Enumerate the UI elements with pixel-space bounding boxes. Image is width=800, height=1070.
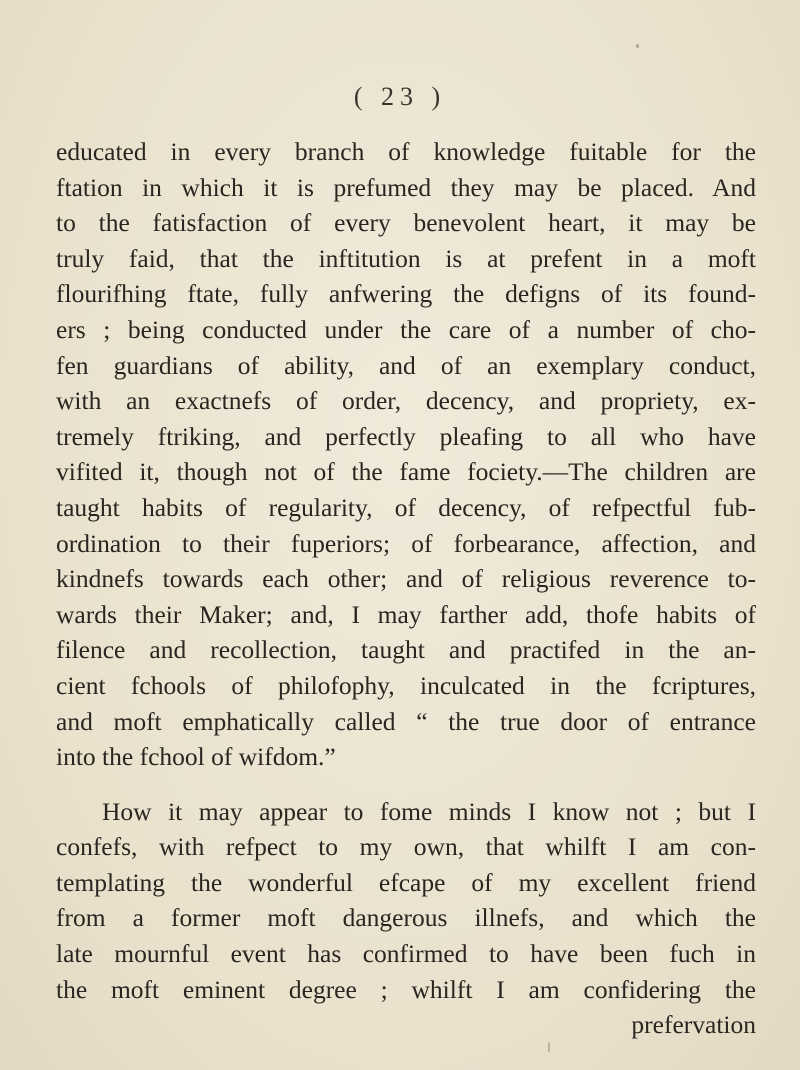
- paper-speck: [636, 44, 639, 48]
- text-line: late mournful event has confirmed to have been fuch in: [56, 939, 756, 969]
- paragraph-1: [56, 134, 756, 775]
- paper-speck: [548, 1042, 550, 1052]
- text-line: the moft eminent degree ; whilft I am confidering the: [56, 974, 756, 1004]
- text-line: ftation in which it is prefumed they may be placed. And: [56, 172, 756, 202]
- text-line: truly faid, that the inftitution is at prefent in a moft: [56, 243, 756, 273]
- text-line: from a former moft dangerous illnefs, and which the: [56, 903, 756, 933]
- paragraph-gap: [56, 775, 756, 794]
- text-line: with an exactnefs of order, decency, and propriety, ex-: [56, 386, 756, 416]
- text-line: confefs, with refpect to my own, that whilft I am con-: [56, 832, 756, 862]
- text-line: into the fchool of wifdom.”: [56, 742, 336, 772]
- text-line: kindnefs towards each other; and of religious reverence to-: [56, 564, 756, 594]
- text-line: educated in every branch of knowledge fuitable for the: [56, 137, 756, 166]
- catchword: prefervation: [631, 1010, 756, 1040]
- text-line: to the fatisfaction of every benevolent heart, it may be: [56, 208, 756, 238]
- text-line: ers ; being conducted under the care of a number of cho-: [56, 314, 756, 344]
- body-text: [56, 134, 756, 1043]
- text-line: fen guardians of ability, and of an exemplary conduct,: [56, 350, 756, 380]
- text-line: flourifhing ftate, fully anfwering the defigns of its found-: [56, 279, 756, 309]
- text-line: templating the wonderful efcape of my excellent friend: [56, 867, 756, 897]
- page-number: ( 23 ): [353, 82, 447, 111]
- text-line: wards their Maker; and, I may farther add, thofe habits of: [56, 599, 756, 629]
- text-line: ordination to their fuperiors; of forbearance, affection, and: [56, 528, 756, 558]
- text-line: tremely ftriking, and perfectly pleafing to all who have: [56, 421, 756, 451]
- paragraph-2: [56, 794, 756, 1008]
- text-line: and moft emphatically called “ the true door of entrance: [56, 706, 756, 736]
- text-line: How it may appear to fome minds I know not ; but I: [102, 796, 756, 826]
- text-line: cient fchools of philofophy, inculcated in the fcriptures,: [56, 670, 756, 700]
- text-line: vifited it, though not of the fame fociety.—The children are: [56, 457, 756, 487]
- text-line: taught habits of regularity, of decency, of refpectful fub-: [56, 492, 756, 522]
- text-line: filence and recollection, taught and practifed in the an-: [56, 635, 756, 665]
